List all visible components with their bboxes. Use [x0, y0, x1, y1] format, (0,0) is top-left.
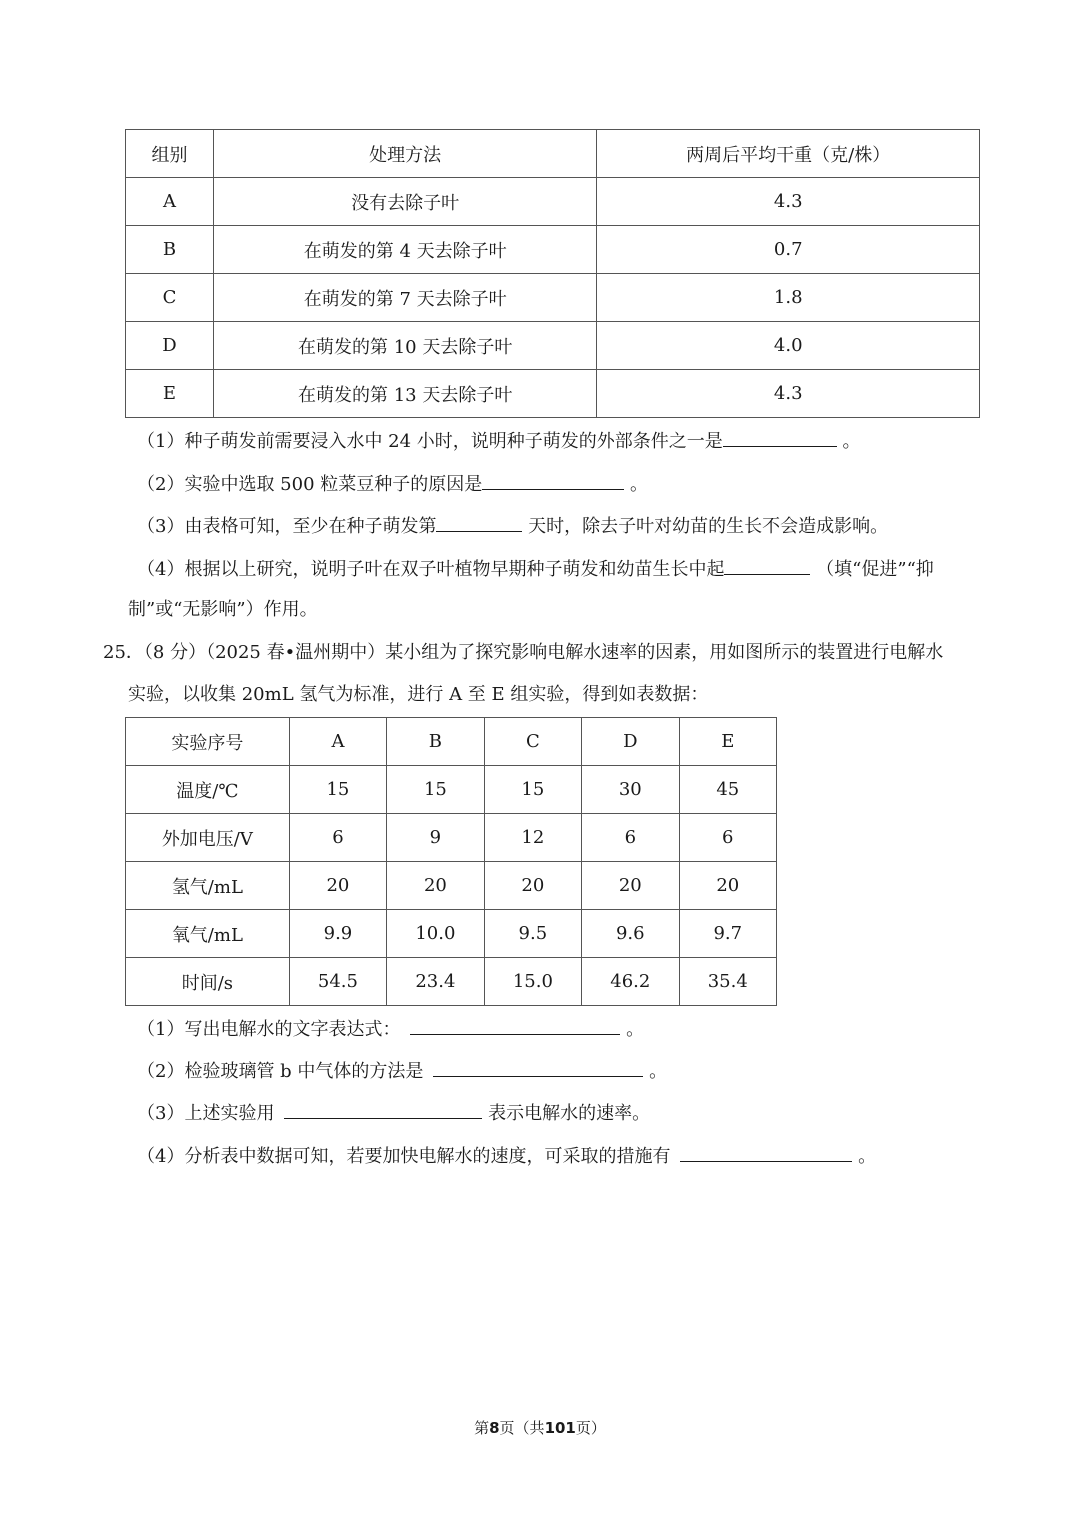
- footer-text: 第: [474, 1419, 490, 1437]
- table-cell: 0.7: [597, 226, 980, 274]
- question-text: 天时，除去子叶对幼苗的生长不会造成影响。: [522, 516, 889, 537]
- table-row: [126, 178, 980, 226]
- answer-blank[interactable]: [482, 471, 624, 490]
- question-text: 。: [852, 1146, 877, 1167]
- q25-intro-line-2: [128, 683, 708, 707]
- table-cell: 30: [582, 766, 679, 814]
- page-number: 8: [489, 1419, 500, 1437]
- table-cell: 54.5: [289, 958, 386, 1006]
- answer-blank[interactable]: [723, 428, 837, 447]
- table-cell: D: [126, 322, 214, 370]
- table-cell: 在萌发的第 10 天去除子叶: [213, 322, 597, 370]
- question-text: （填“促进”“抑: [810, 559, 934, 580]
- table-cell: A: [126, 178, 214, 226]
- table-cell: 35.4: [679, 958, 776, 1006]
- question-text: 。: [643, 1061, 668, 1082]
- table-cell: 4.3: [597, 178, 980, 226]
- question-text: （3）由表格可知，至少在种子萌发第: [137, 516, 437, 537]
- table-cell: 6: [582, 814, 679, 862]
- table-cell: 9.5: [484, 910, 581, 958]
- question-text: 25．（8 分）（2025 春•温州期中）某小组为了探究影响电解水速率的因素，用如图所示的装置进行电解水: [103, 642, 944, 663]
- table-row: [126, 322, 980, 370]
- footer-text: 页）: [575, 1419, 606, 1437]
- table-cell: 4.0: [597, 322, 980, 370]
- question-text: 。: [620, 1019, 645, 1040]
- table-cell: 20: [387, 862, 484, 910]
- question-text: 实验，以收集 20mL 氢气为标准，进行 A 至 E 组实验，得到如表数据：: [128, 684, 709, 705]
- table-cell: 9: [387, 814, 484, 862]
- table-cell: 实验序号: [126, 718, 290, 766]
- table-cell: 1.8: [597, 274, 980, 322]
- table-cell: 氧气/mL: [126, 910, 290, 958]
- table-cell: 15: [387, 766, 484, 814]
- table-cell: 氢气/mL: [126, 862, 290, 910]
- table-cell: 10.0: [387, 910, 484, 958]
- table-cell: C: [484, 718, 581, 766]
- table-row: [126, 910, 777, 958]
- cotyledon-experiment-table: [125, 129, 980, 418]
- table-cell: 12: [484, 814, 581, 862]
- question-text: 。: [624, 474, 648, 495]
- table-cell: 温度/℃: [126, 766, 290, 814]
- question-text: （4）根据以上研究，说明子叶在双子叶植物早期种子萌发和幼苗生长中起: [137, 559, 725, 580]
- table-row: [126, 370, 980, 418]
- table-cell: 15: [484, 766, 581, 814]
- table-cell: 46.2: [582, 958, 679, 1006]
- q25-subquestion-4: [137, 1143, 876, 1169]
- header-cell: 两周后平均干重（克/株）: [597, 130, 980, 178]
- table-cell: B: [126, 226, 214, 274]
- answer-blank[interactable]: [436, 513, 522, 532]
- table-cell: 外加电压/V: [126, 814, 290, 862]
- answer-blank[interactable]: [433, 1058, 643, 1077]
- table-cell: 没有去除子叶: [213, 178, 597, 226]
- page-total: 101: [544, 1419, 576, 1437]
- q24-subquestion-1: [137, 428, 861, 454]
- table-cell: 在萌发的第 13 天去除子叶: [213, 370, 597, 418]
- table-cell: D: [582, 718, 679, 766]
- q25-subquestion-2: [137, 1058, 667, 1084]
- table-cell: 4.3: [597, 370, 980, 418]
- table-cell: E: [126, 370, 214, 418]
- table-cell: 在萌发的第 4 天去除子叶: [213, 226, 597, 274]
- page-footer: [0, 1417, 1080, 1438]
- table-row: [126, 958, 777, 1006]
- question-text: 制”或“无影响”）作用。: [128, 599, 318, 620]
- table-cell: 20: [289, 862, 386, 910]
- answer-blank[interactable]: [680, 1143, 852, 1162]
- table-cell: 20: [679, 862, 776, 910]
- table-cell: 在萌发的第 7 天去除子叶: [213, 274, 597, 322]
- question-text: （1）种子萌发前需要浸入水中 24 小时，说明种子萌发的外部条件之一是: [137, 431, 723, 452]
- answer-blank[interactable]: [724, 556, 810, 575]
- question-text: 表示电解水的速率。: [482, 1103, 651, 1124]
- table-row: [126, 766, 777, 814]
- table-row: [126, 862, 777, 910]
- table-cell: 15.0: [484, 958, 581, 1006]
- table-row: [126, 226, 980, 274]
- table-cell: 20: [582, 862, 679, 910]
- table-cell: 6: [679, 814, 776, 862]
- answer-blank[interactable]: [284, 1100, 482, 1119]
- electrolysis-data-table: [125, 717, 777, 1006]
- question-text: （4）分析表中数据可知，若要加快电解水的速度，可采取的措施有: [137, 1146, 671, 1167]
- question-text: 。: [836, 431, 861, 452]
- table-cell: 20: [484, 862, 581, 910]
- question-text: （1）写出电解水的文字表达式：: [137, 1019, 401, 1040]
- q25-subquestion-1: [137, 1016, 644, 1042]
- table-row: [126, 274, 980, 322]
- header-cell: 组别: [126, 130, 214, 178]
- header-cell: 处理方法: [213, 130, 597, 178]
- table-cell: 45: [679, 766, 776, 814]
- table-cell: B: [387, 718, 484, 766]
- q24-subquestion-4: [137, 556, 934, 582]
- table-row: [126, 718, 777, 766]
- table-cell: A: [289, 718, 386, 766]
- table-header-row: [126, 130, 980, 178]
- table-cell: 9.9: [289, 910, 386, 958]
- q25-intro-line-1: [103, 641, 943, 665]
- q24-subquestion-2: [137, 471, 648, 497]
- table-row: [126, 814, 777, 862]
- table-cell: 时间/s: [126, 958, 290, 1006]
- table-cell: 9.6: [582, 910, 679, 958]
- table-cell: 6: [289, 814, 386, 862]
- footer-text: 页（共: [499, 1419, 545, 1437]
- table-cell: 15: [289, 766, 386, 814]
- table-cell: E: [679, 718, 776, 766]
- question-text: （3）上述实验用: [137, 1103, 275, 1124]
- q24-subquestion-4-cont: [128, 598, 318, 622]
- question-text: （2）检验玻璃管 b 中气体的方法是: [137, 1061, 424, 1082]
- table-cell: C: [126, 274, 214, 322]
- q25-subquestion-3: [137, 1100, 650, 1126]
- table-cell: 9.7: [679, 910, 776, 958]
- table-cell: 23.4: [387, 958, 484, 1006]
- answer-blank[interactable]: [410, 1016, 620, 1035]
- q24-subquestion-3: [137, 513, 888, 539]
- question-text: （2）实验中选取 500 粒菜豆种子的原因是: [137, 474, 483, 495]
